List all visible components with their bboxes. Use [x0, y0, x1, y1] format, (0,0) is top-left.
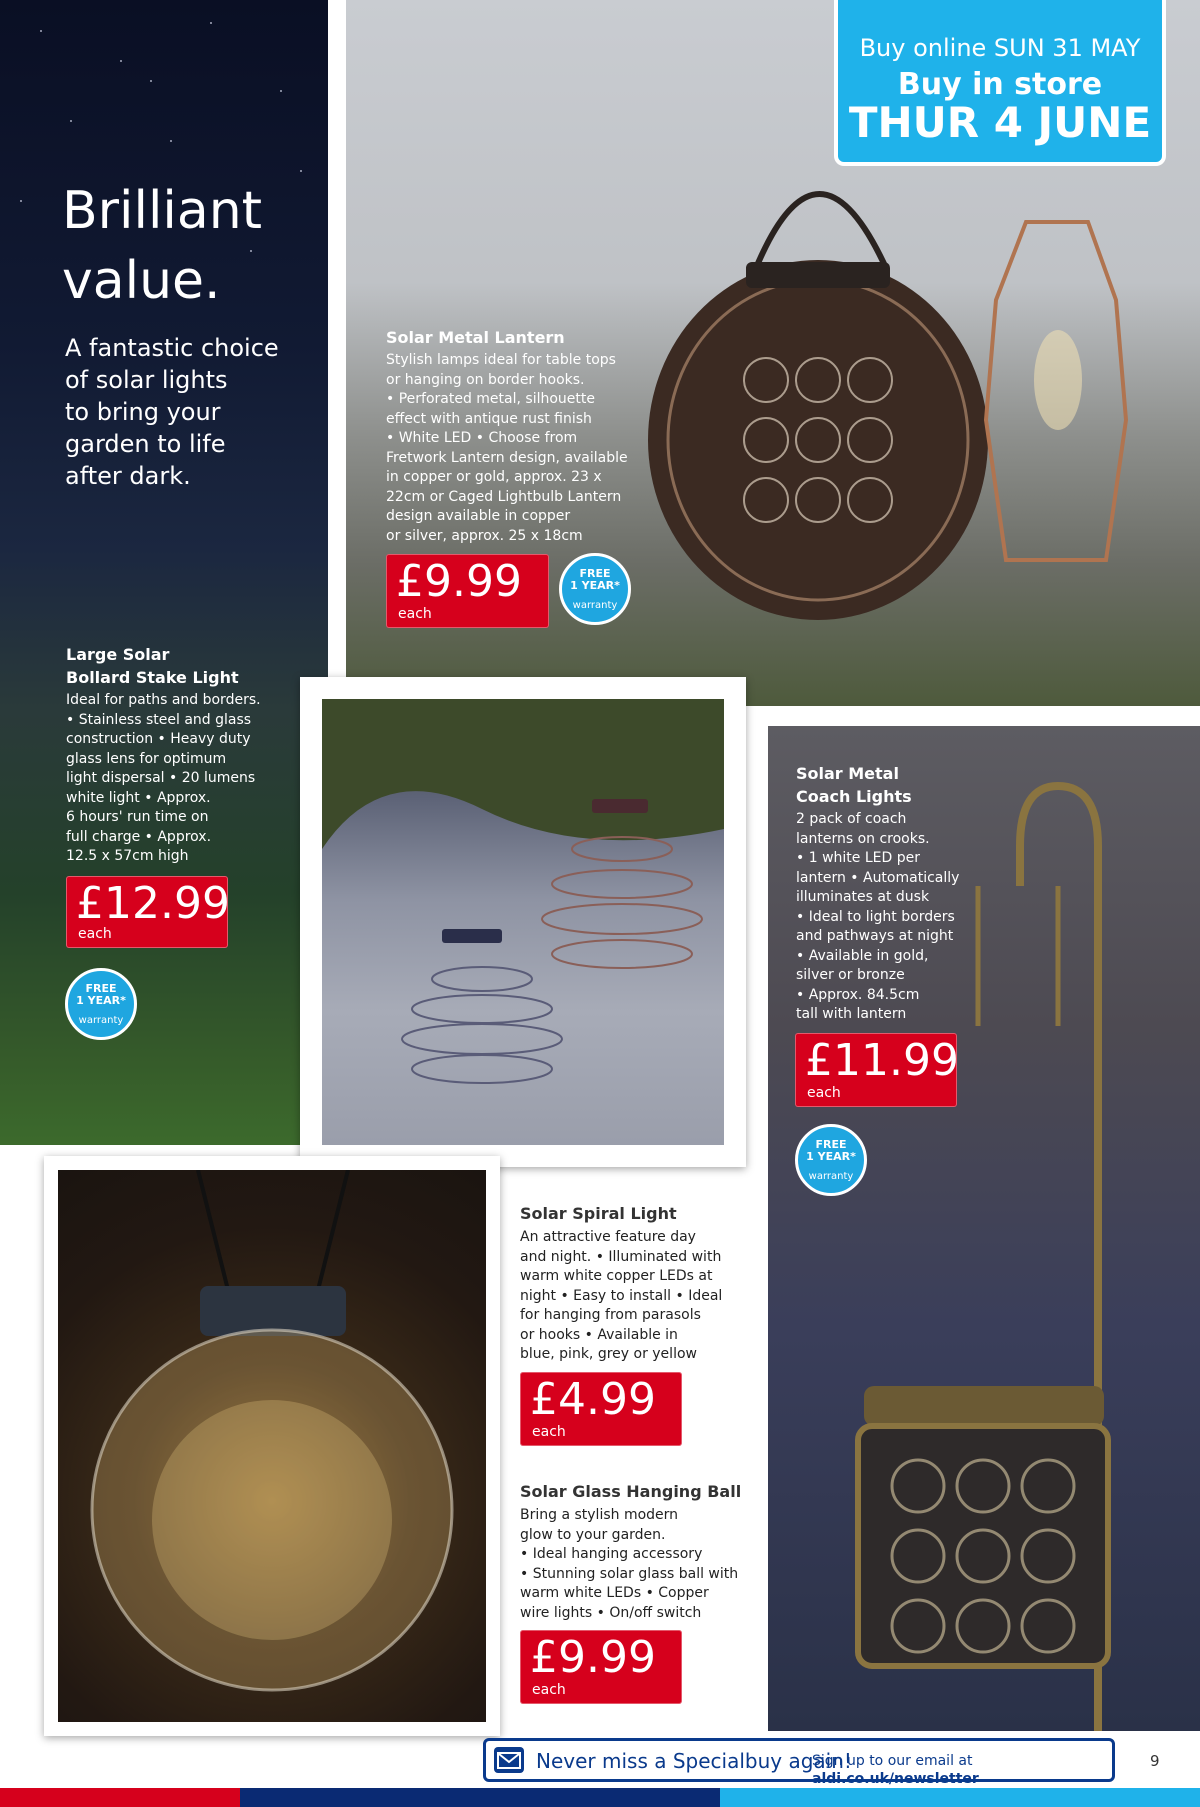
lantern-price: £9.99 — [396, 556, 522, 607]
newsletter-sub-text: Sign up to our email at — [812, 1753, 973, 1769]
newsletter-link[interactable]: aldi.co.uk/newsletter — [812, 1771, 979, 1787]
banner-online-date: Buy online SUN 31 MAY — [859, 34, 1141, 62]
coach-price-unit: each — [807, 1085, 841, 1101]
bollard-price: £12.99 — [76, 878, 230, 929]
lantern-description: Stylish lamps ideal for table tops or hanging on border hooks. • Perforated metal, silhouette effect with antique rust finish • White LED • Choose from Fretwork Lantern design, available in copper or gold, approx. 23 x 22cm or Caged Lightbulb Lantern design available in copper or silver, approx. 25 x 18cm — [386, 352, 628, 544]
lantern-warranty-badge — [559, 553, 631, 625]
solar-glass-hanging-ball-photo — [44, 1156, 500, 1736]
banner-in-store: Buy in store — [897, 67, 1103, 102]
coach-title-1: Solar Metal — [796, 764, 899, 783]
hero-subline-2: of solar lights — [65, 366, 228, 394]
newsletter-headline: Never miss a Specialbuy again! — [536, 1749, 852, 1773]
coach-price: £11.99 — [805, 1035, 959, 1086]
warranty-label: warranty — [572, 600, 618, 611]
warranty-free-label: FREE — [85, 982, 117, 995]
ball-title: Solar Glass Hanging Ball — [520, 1482, 742, 1501]
hero-headline-1: Brilliant — [62, 181, 263, 241]
banner-store-date: THUR 4 JUNE — [848, 98, 1152, 147]
spiral-price-tag — [520, 1372, 682, 1446]
hero-subline-5: after dark. — [65, 462, 191, 490]
newsletter-subline — [812, 1752, 1112, 1788]
bollard-description: Ideal for paths and borders. • Stainless steel and glass construction • Heavy duty glass lens for optimum light dispersal • 20 lumens white light • Approx. 6 hours' run time on full charge • Approx. 12.5 x 57cm high — [66, 692, 261, 864]
warranty-label: warranty — [808, 1171, 854, 1182]
warranty-year-label: 1 YEAR* — [806, 1150, 856, 1163]
footer-stripe-red — [0, 1788, 240, 1807]
footer-stripe-blue — [720, 1788, 1200, 1807]
coach-title-2: Coach Lights — [796, 787, 912, 806]
lantern-price-unit: each — [398, 606, 432, 622]
lantern-price-tag — [386, 554, 549, 628]
date-banner — [834, 0, 1166, 166]
ball-description: Bring a stylish modern glow to your garden. • Ideal hanging accessory • Stunning solar glass ball with warm white LEDs • Copper wire lights • On/off switch — [520, 1507, 739, 1621]
bollard-warranty-badge — [65, 968, 137, 1040]
spiral-title: Solar Spiral Light — [520, 1204, 677, 1223]
spiral-price-unit: each — [532, 1424, 566, 1440]
bollard-title-2: Bollard Stake Light — [66, 668, 239, 687]
solar-spiral-light-photo — [300, 677, 746, 1167]
warranty-year-label: 1 YEAR* — [570, 579, 620, 592]
bollard-price-tag — [66, 876, 228, 948]
ball-price-unit: each — [532, 1682, 566, 1698]
hero-subline-3: to bring your — [65, 398, 221, 426]
hero-panel — [0, 0, 328, 1145]
newsletter-signup-banner[interactable] — [483, 1738, 1115, 1787]
warranty-free-label: FREE — [579, 567, 611, 580]
coach-warranty-badge — [795, 1124, 867, 1196]
mail-icon — [494, 1747, 524, 1773]
glass-ball-illustration — [58, 1170, 486, 1722]
warranty-year-label: 1 YEAR* — [76, 994, 126, 1007]
bollard-title-1: Large Solar — [66, 645, 170, 664]
page-number: 9 — [1150, 1752, 1160, 1770]
coach-description: 2 pack of coach lanterns on crooks. • 1 white LED per lantern • Automatically illuminates at dusk • Ideal to light borders and pathways at night • Available in gold, silver or bronze • Approx. 84.5cm tall with lantern — [796, 811, 960, 1022]
hero-headline-2: value. — [62, 251, 221, 311]
warranty-label: warranty — [78, 1015, 124, 1026]
spiral-light-illustration — [322, 699, 724, 1145]
ball-price: £9.99 — [530, 1632, 656, 1683]
coach-price-tag — [795, 1033, 957, 1107]
hero-subline-4: garden to life — [65, 430, 226, 458]
warranty-free-label: FREE — [815, 1138, 847, 1151]
bollard-price-unit: each — [78, 926, 112, 942]
ball-price-tag — [520, 1630, 682, 1704]
hero-subline-1: A fantastic choice — [65, 334, 279, 362]
spiral-description: An attractive feature day and night. • Illuminated with warm white copper LEDs at night • Easy to install • Ideal for hanging from parasols or hooks • Available in blue, pink, grey or yellow — [520, 1229, 723, 1362]
lantern-title: Solar Metal Lantern — [386, 328, 565, 347]
spiral-price: £4.99 — [530, 1374, 656, 1425]
footer-stripe-navy — [240, 1788, 720, 1807]
